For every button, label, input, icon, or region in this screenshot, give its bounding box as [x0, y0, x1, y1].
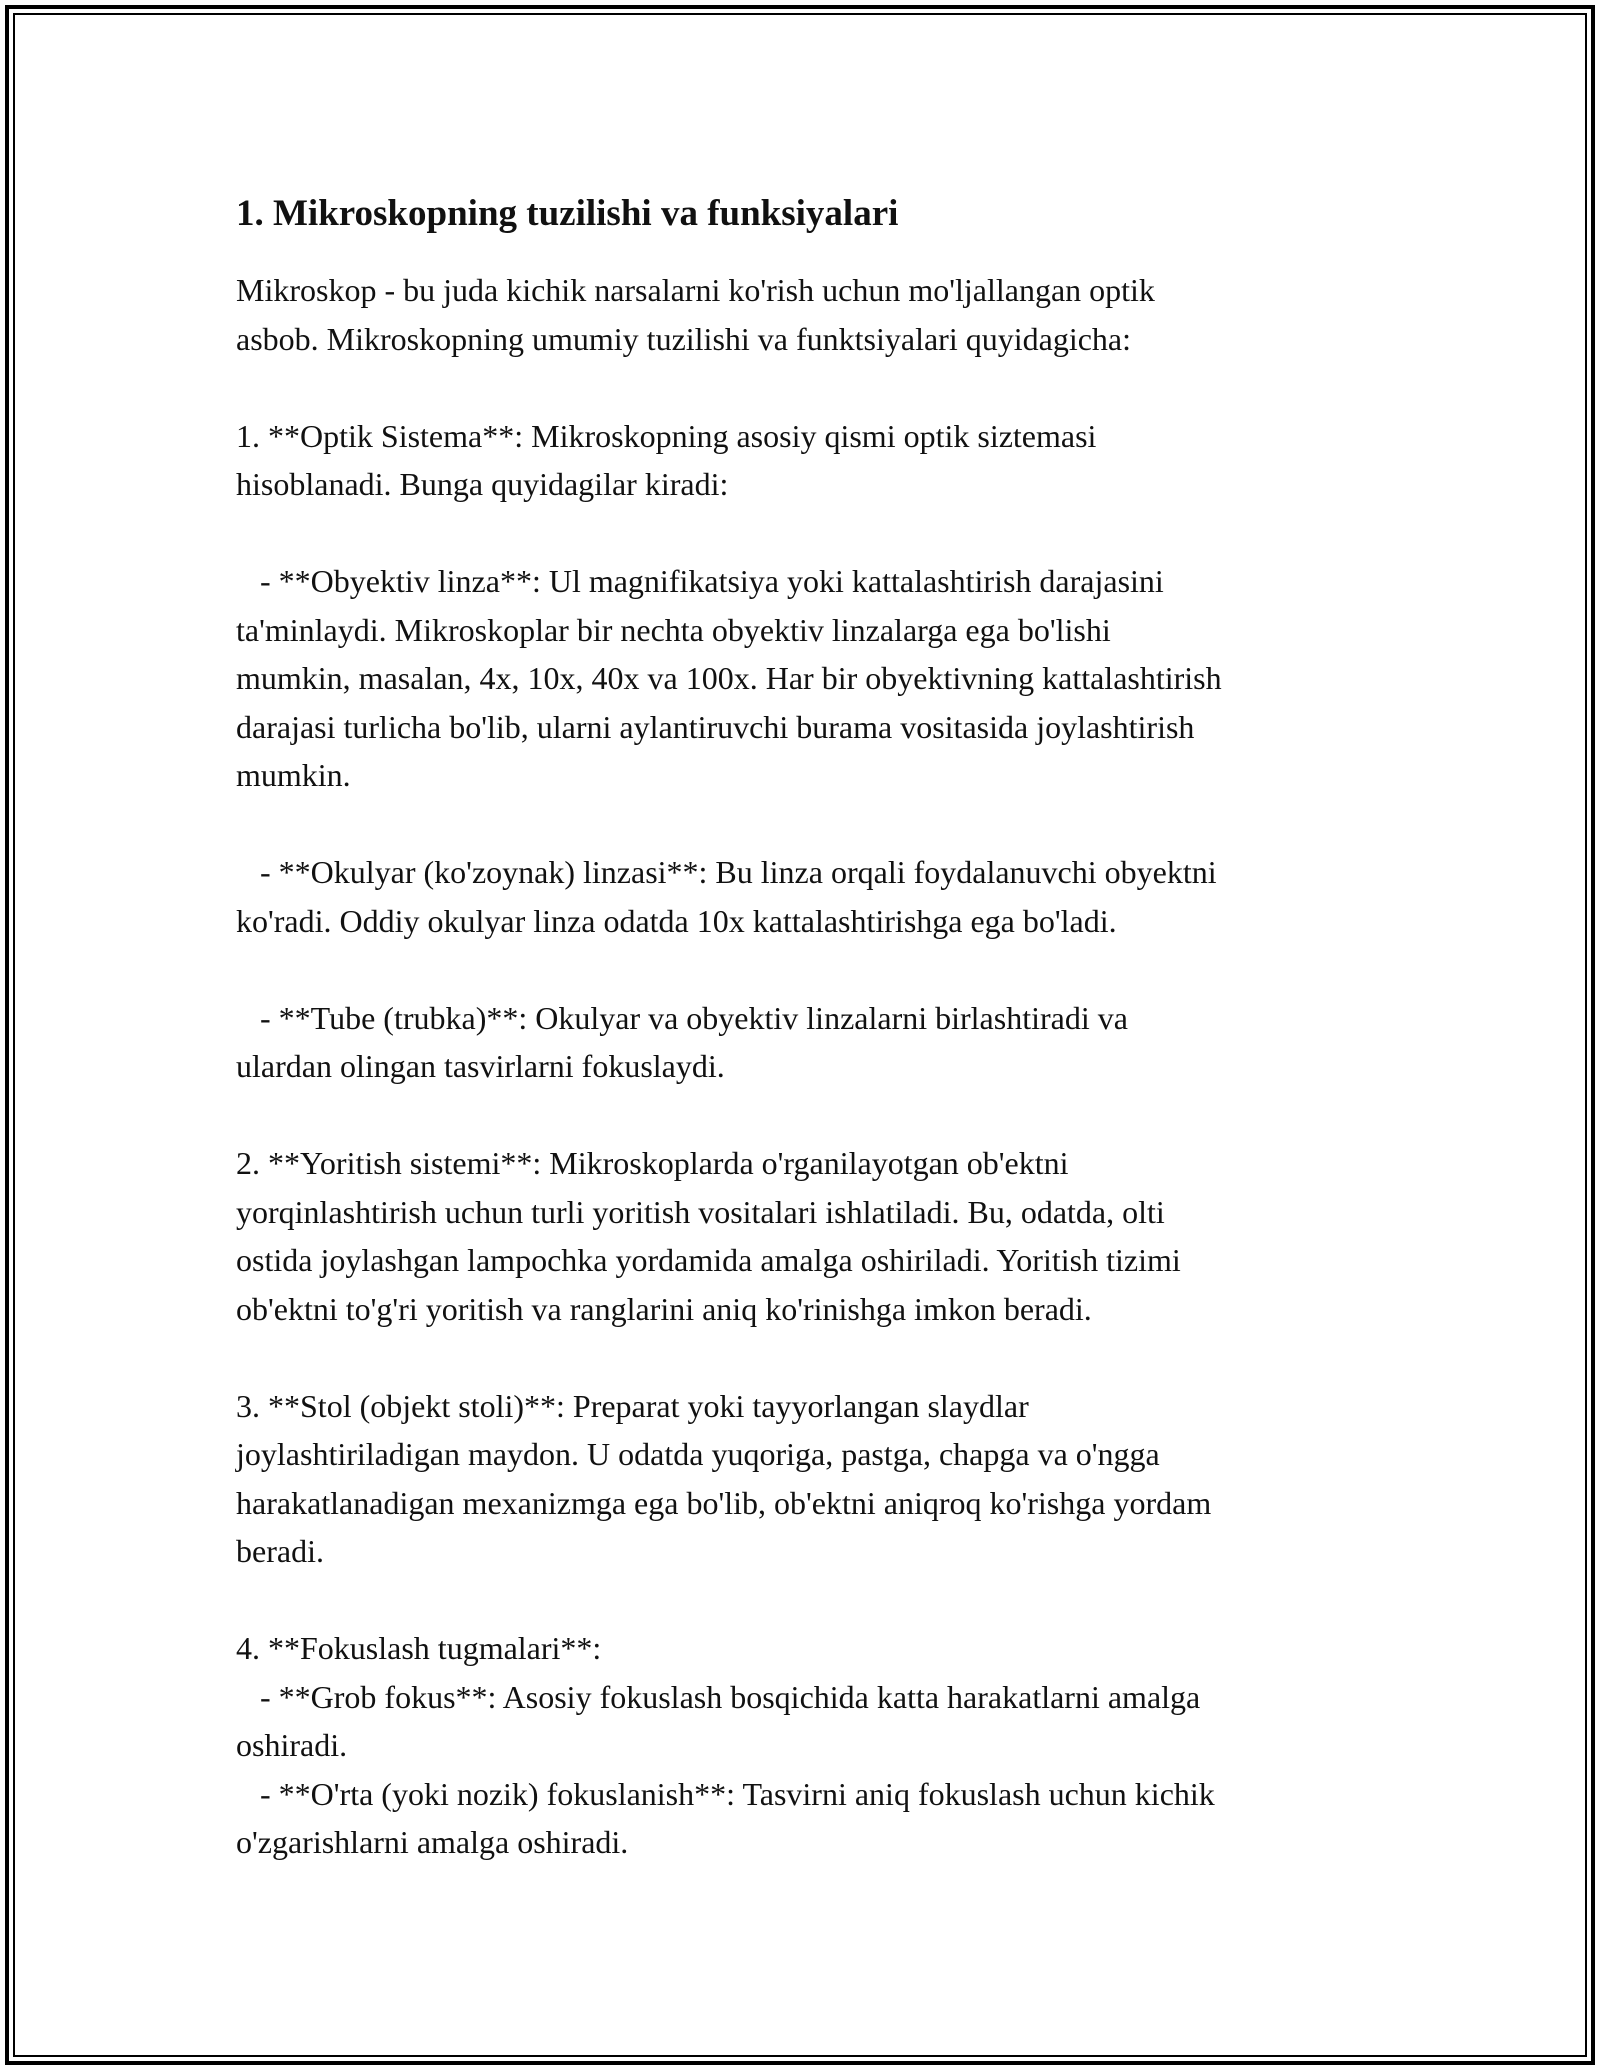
paragraph-gap	[236, 1576, 1376, 1625]
paragraph-gap	[236, 800, 1376, 849]
paragraph-gap	[236, 945, 1376, 994]
paragraph-gap	[236, 363, 1376, 412]
paragraph-gap	[236, 509, 1376, 558]
section-yoritish-sistemi: 2. **Yoritish sistemi**: Mikroskoplarda o'rganilayotgan ob'ektni yorqinlashtirish uchun turli yoritish vositalari ishlatiladi. Bu, odatda, olti ostida joylashgan lampochka yordamida amalga oshiriladi. Yoritish tizimi ob'ektni to'g'ri yoritish va ranglarini aniq ko'rinishga imkon beradi.	[236, 1145, 1181, 1327]
section-optik-sistema: 1. **Optik Sistema**: Mikroskopning asosiy qismi optik siztemasi hisoblanadi. Bunga quyidagilar kiradi:	[236, 417, 1097, 502]
paragraph-gap	[236, 1091, 1376, 1140]
document-body	[236, 186, 1376, 1867]
intro-paragraph: Mikroskop - bu juda kichik narsalarni ko'rish uchun mo'ljallangan optik asbob. Mikroskopning umumiy tuzilishi va funktsiyalari quyidagicha:	[236, 272, 1155, 357]
section-okulyar-linza: - **Okulyar (ko'zoynak) linzasi**: Bu linza orqali foydalanuvchi obyektni ko'radi. Oddiy okulyar linza odatda 10x kattalashtirishga ega bo'ladi.	[236, 854, 1217, 939]
section-fokuslash-tugmalari: 4. **Fokuslash tugmalari**: - **Grob fokus**: Asosiy fokuslash bosqichida katta harakatlarni amalga oshiradi. - **O'rta (yoki nozik) fokuslanish**: Tasvirni aniq fokuslash uchun kichik o'zgarishlarni amalga oshiradi.	[236, 1630, 1215, 1860]
paragraph-gap	[236, 1333, 1376, 1382]
section-obyektiv-linza: - **Obyektiv linza**: Ul magnifikatsiya yoki kattalashtirish darajasini ta'minlaydi. Mikroskoplar bir nechta obyektiv linzalarga ega bo'lishi mumkin, masalan, 4x, 10x, 40x va 100x. Har bir obyektivning kattalashtirish darajasi turlicha bo'lib, ularni aylantiruvchi burama vositasida joylashtirish mumkin.	[236, 563, 1222, 793]
section-tube: - **Tube (trubka)**: Okulyar va obyektiv linzalarni birlashtiradi va ulardan olingan tasvirlarni fokuslaydi.	[236, 999, 1128, 1084]
page-title: 1. Mikroskopning tuzilishi va funksiyalari	[236, 193, 899, 234]
section-stol: 3. **Stol (objekt stoli)**: Preparat yoki tayyorlangan slaydlar joylashtiriladigan maydon. U odatda yuqoriga, pastga, chapga va o'ngga harakatlanadigan mexanizmga ega bo'lib, ob'ektni aniqroq ko'rishga yordam beradi.	[236, 1387, 1212, 1569]
